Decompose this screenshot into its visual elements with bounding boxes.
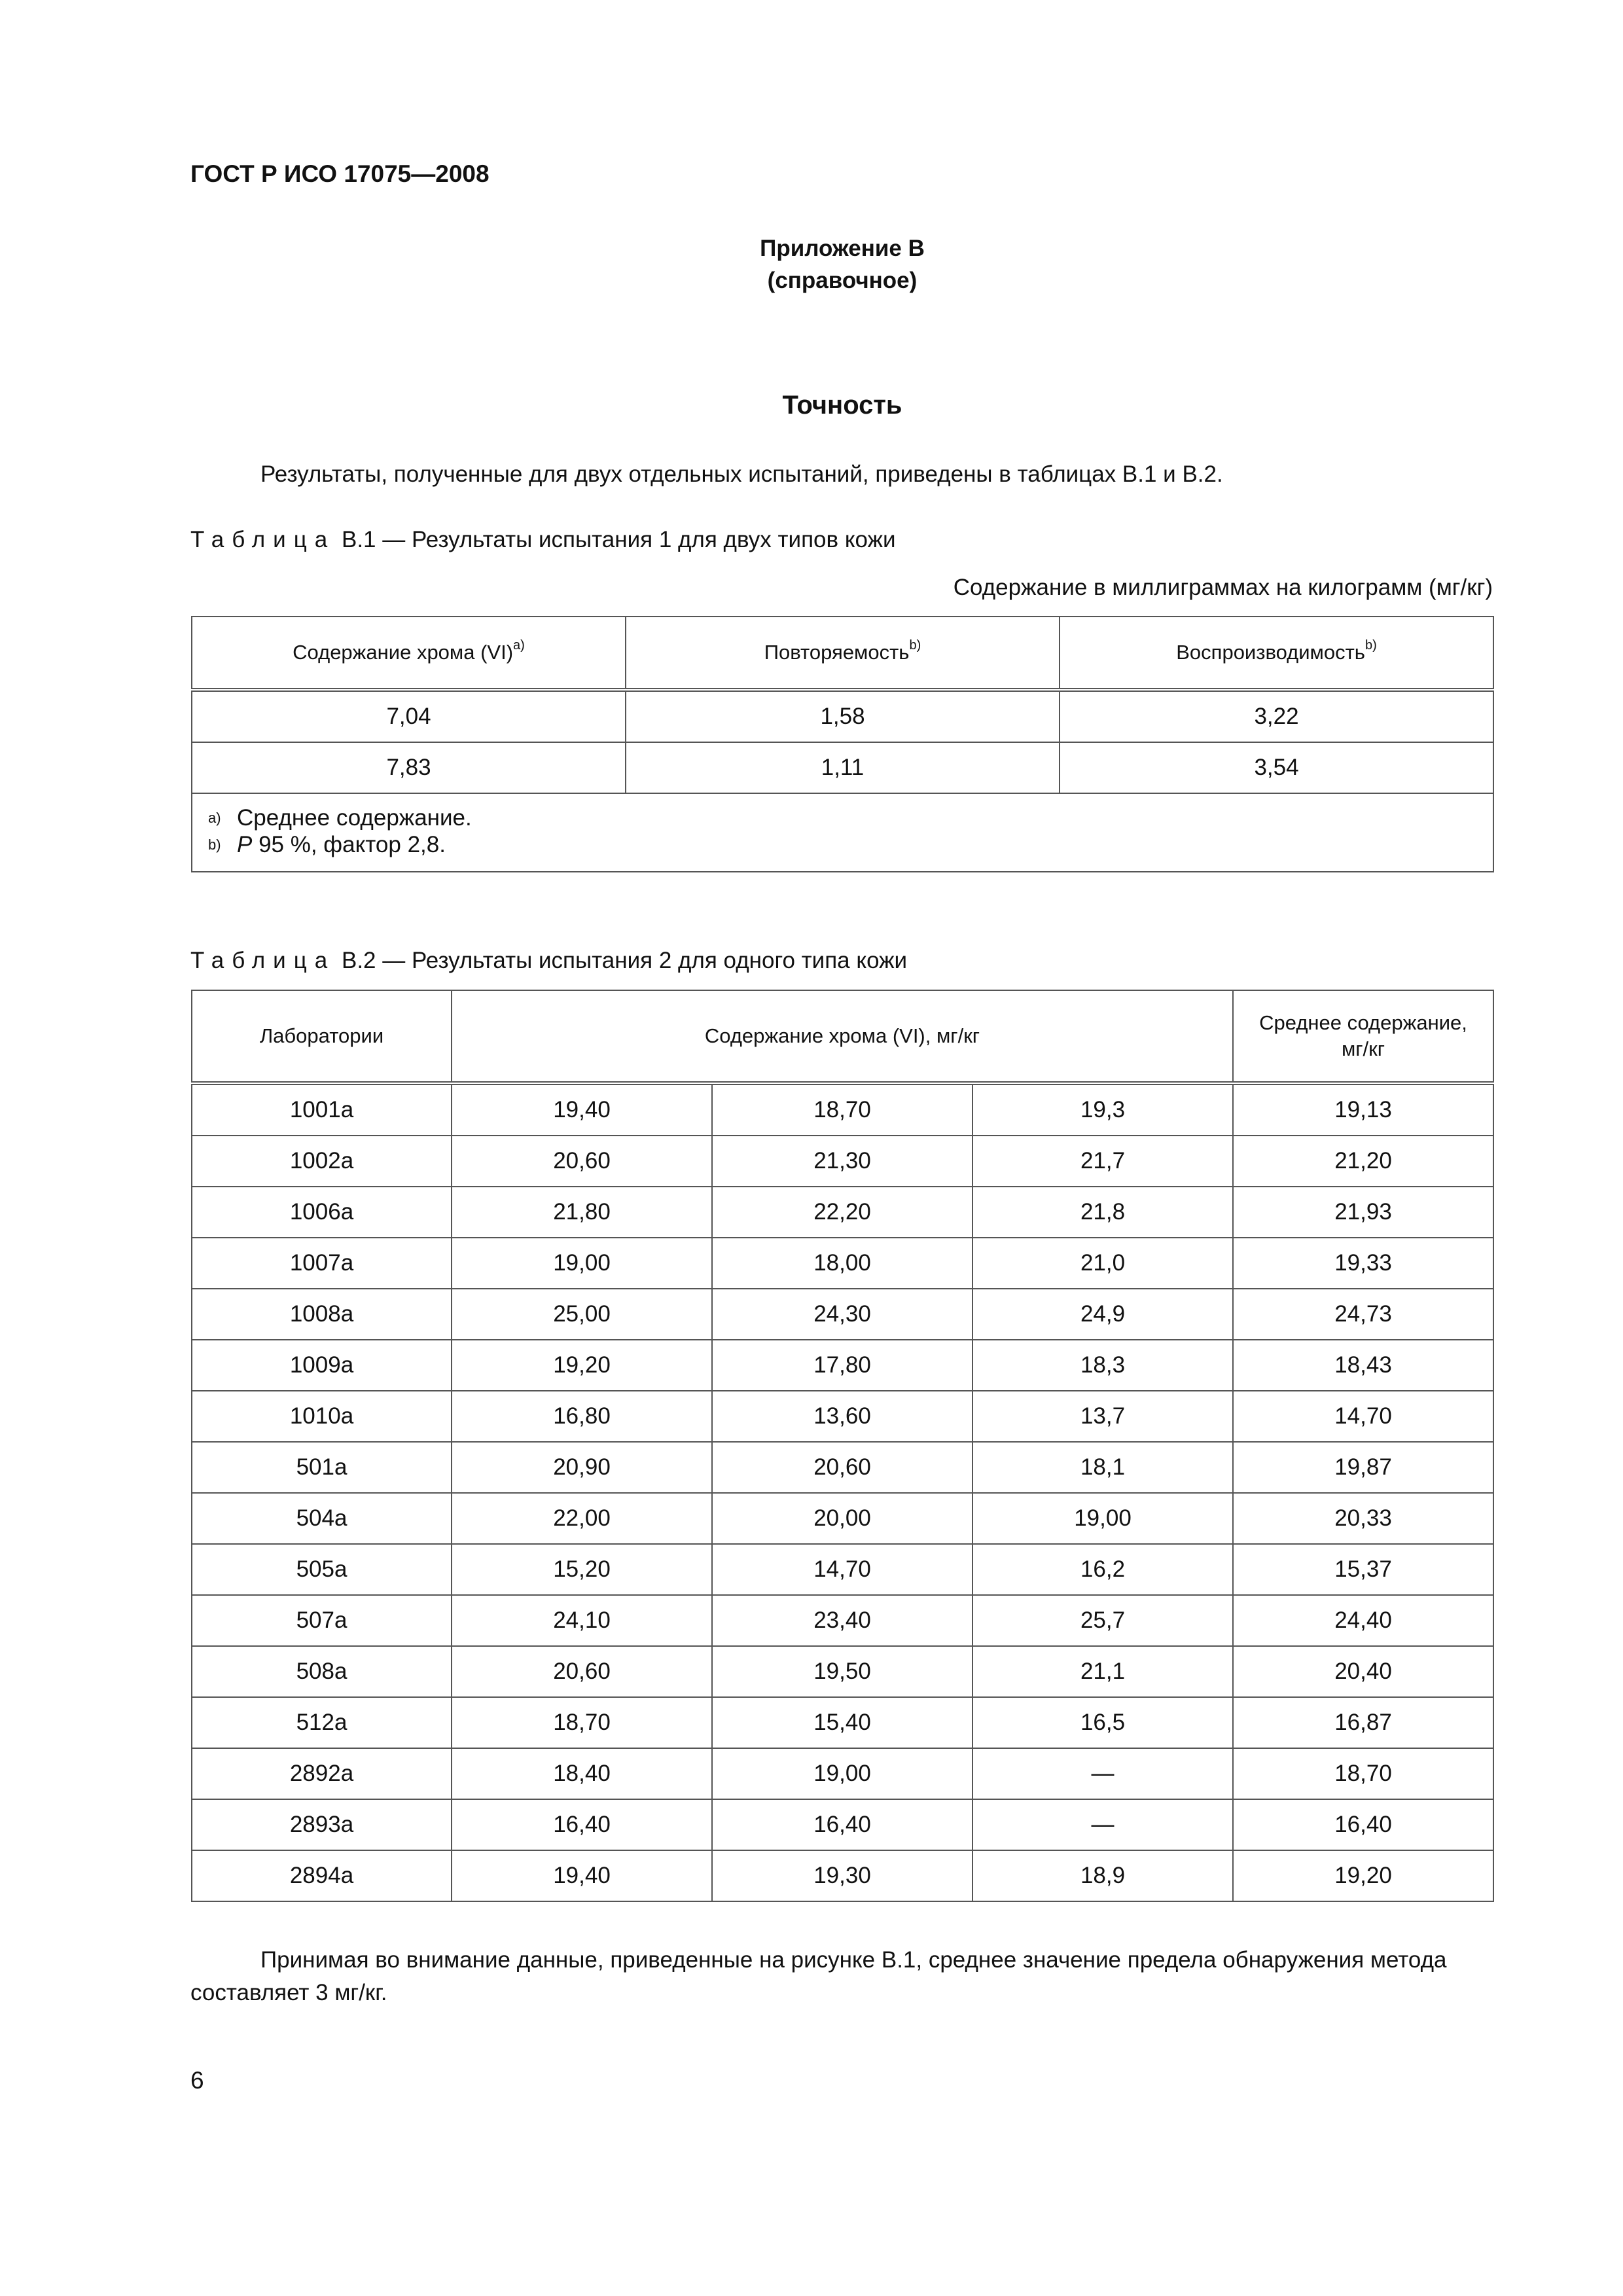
table-cell: 19,3: [972, 1083, 1233, 1136]
table-cell: 22,20: [712, 1187, 972, 1238]
table-b1-caption-word: Таблица: [190, 527, 336, 552]
table-b1-header-row: [192, 617, 1493, 690]
table-row: [192, 690, 1493, 742]
table-cell: 18,70: [452, 1697, 712, 1748]
table-cell: 15,40: [712, 1697, 972, 1748]
table-row: [192, 742, 1493, 793]
table-cell: 7,04: [192, 690, 626, 742]
conclusion-paragraph: Принимая во внимание данные, приведенные на рисунке В.1, среднее значение предела обнаружения метода составляет 3 мг/кг.: [190, 1947, 1447, 2005]
table-cell: 18,3: [972, 1340, 1233, 1391]
table-cell: 15,20: [452, 1544, 712, 1595]
table-row: [192, 1748, 1493, 1799]
table-cell: 19,40: [452, 1850, 712, 1901]
table-cell: 21,0: [972, 1238, 1233, 1289]
table-cell: 23,40: [712, 1595, 972, 1646]
table-cell: 24,10: [452, 1595, 712, 1646]
lab-id-cell: 501a: [192, 1442, 452, 1493]
table-row: [192, 1340, 1493, 1391]
table-b1-units: Содержание в миллиграммах на килограмм (мг/кг): [953, 575, 1493, 600]
table-row: [192, 1238, 1493, 1289]
header-chrome-content: Содержание хрома (VI), мг/кг: [452, 990, 1233, 1083]
table-cell: 16,40: [712, 1799, 972, 1850]
lab-id-cell: 512a: [192, 1697, 452, 1748]
table-b1-header-cell: Повторяемость$^{b)}$: [626, 617, 1060, 690]
table-row: [192, 1083, 1493, 1136]
appendix-title-line1: Приложение В: [760, 236, 925, 261]
lab-id-cell: 2893a: [192, 1799, 452, 1850]
table-cell: 25,00: [452, 1289, 712, 1340]
table-cell: 19,40: [452, 1083, 712, 1136]
table-cell: 24,40: [1233, 1595, 1493, 1646]
table-b2-caption: [190, 948, 907, 974]
table-b1-footnotes: [192, 793, 1493, 872]
table-cell: 21,93: [1233, 1187, 1493, 1238]
lab-id-cell: 2892a: [192, 1748, 452, 1799]
table-cell: 20,90: [452, 1442, 712, 1493]
footnote: b) P 95 %, фактор 2,8.: [208, 832, 446, 857]
table-cell: 19,00: [712, 1748, 972, 1799]
table-cell: 24,9: [972, 1289, 1233, 1340]
table-row: [192, 1544, 1493, 1595]
table-b1-header-cell: Содержание хрома (VI)$^{a)}$: [192, 617, 626, 690]
lab-id-cell: 1001a: [192, 1083, 452, 1136]
table-cell: 16,40: [1233, 1799, 1493, 1850]
table-cell: 19,33: [1233, 1238, 1493, 1289]
table-cell: 22,00: [452, 1493, 712, 1544]
table-cell: 16,80: [452, 1391, 712, 1442]
table-cell: 21,7: [972, 1136, 1233, 1187]
table-cell: 21,30: [712, 1136, 972, 1187]
table-cell: 21,1: [972, 1646, 1233, 1697]
table-b1-caption: [190, 527, 896, 553]
table-cell: 20,60: [452, 1646, 712, 1697]
table-cell: 20,60: [452, 1136, 712, 1187]
table-cell: 3,54: [1060, 742, 1493, 793]
table-b1-notes-row: [192, 793, 1493, 872]
table-row: [192, 1595, 1493, 1646]
table-cell: 19,00: [972, 1493, 1233, 1544]
table-cell: 18,70: [712, 1083, 972, 1136]
table-cell: 19,30: [712, 1850, 972, 1901]
lab-id-cell: 508a: [192, 1646, 452, 1697]
footnote: a) Среднее содержание.: [208, 805, 472, 831]
table-b2-body: [192, 1083, 1493, 1901]
lab-id-cell: 1009a: [192, 1340, 452, 1391]
table-cell: 15,37: [1233, 1544, 1493, 1595]
table-cell: 16,40: [452, 1799, 712, 1850]
table-cell: 20,00: [712, 1493, 972, 1544]
table-cell: 19,00: [452, 1238, 712, 1289]
lab-id-cell: 2894a: [192, 1850, 452, 1901]
table-row: [192, 1136, 1493, 1187]
header-mean-content: Среднее содержание, мг/кг: [1233, 990, 1493, 1083]
table-cell: 18,9: [972, 1850, 1233, 1901]
table-row: [192, 1391, 1493, 1442]
table-row: [192, 1697, 1493, 1748]
table-cell: 14,70: [712, 1544, 972, 1595]
table-row: [192, 1289, 1493, 1340]
table-cell: 17,80: [712, 1340, 972, 1391]
table-b2-caption-word: Таблица: [190, 948, 336, 973]
table-cell: 19,20: [452, 1340, 712, 1391]
lab-id-cell: 1010a: [192, 1391, 452, 1442]
table-cell: 24,73: [1233, 1289, 1493, 1340]
table-b2: [191, 990, 1494, 1902]
table-cell: 7,83: [192, 742, 626, 793]
header-laboratories: Лаборатории: [192, 990, 452, 1083]
document-header: ГОСТ Р ИСО 17075—2008: [190, 160, 490, 187]
table-cell: 19,87: [1233, 1442, 1493, 1493]
table-b2-caption-text: В.2 — Результаты испытания 2 для одного типа кожи: [341, 948, 908, 973]
table-cell: 18,70: [1233, 1748, 1493, 1799]
page-number: 6: [190, 2067, 204, 2094]
lab-id-cell: 505a: [192, 1544, 452, 1595]
table-cell: 18,40: [452, 1748, 712, 1799]
table-cell: 13,60: [712, 1391, 972, 1442]
lab-id-cell: 1008a: [192, 1289, 452, 1340]
table-cell: 20,40: [1233, 1646, 1493, 1697]
table-row: [192, 1799, 1493, 1850]
table-cell: 18,43: [1233, 1340, 1493, 1391]
lab-id-cell: 1002a: [192, 1136, 452, 1187]
table-cell: 1,58: [626, 690, 1060, 742]
table-b1-header-cell: Воспроизводимость$^{b)}$: [1060, 617, 1493, 690]
appendix-title: [0, 232, 1623, 296]
appendix-title-line2: (справочное): [767, 268, 918, 293]
table-cell: 21,20: [1233, 1136, 1493, 1187]
intro-paragraph: Результаты, полученные для двух отдельных испытаний, приведены в таблицах В.1 и В.2.: [260, 461, 1223, 487]
table-cell: 20,60: [712, 1442, 972, 1493]
table-cell: 21,8: [972, 1187, 1233, 1238]
table-row: [192, 1493, 1493, 1544]
table-cell: 16,5: [972, 1697, 1233, 1748]
table-cell: 24,30: [712, 1289, 972, 1340]
table-row: [192, 1646, 1493, 1697]
table-cell: 21,80: [452, 1187, 712, 1238]
table-row: [192, 1187, 1493, 1238]
table-row: [192, 1850, 1493, 1901]
table-cell: —: [972, 1748, 1233, 1799]
table-cell: 14,70: [1233, 1391, 1493, 1442]
table-cell: 16,2: [972, 1544, 1233, 1595]
lab-id-cell: 507a: [192, 1595, 452, 1646]
table-cell: 3,22: [1060, 690, 1493, 742]
table-cell: 20,33: [1233, 1493, 1493, 1544]
table-cell: 19,13: [1233, 1083, 1493, 1136]
lab-id-cell: 1006a: [192, 1187, 452, 1238]
table-cell: 19,20: [1233, 1850, 1493, 1901]
table-cell: —: [972, 1799, 1233, 1850]
table-cell: 16,87: [1233, 1697, 1493, 1748]
table-cell: 18,1: [972, 1442, 1233, 1493]
table-cell: 1,11: [626, 742, 1060, 793]
table-cell: 19,50: [712, 1646, 972, 1697]
table-b1: [191, 616, 1494, 872]
table-cell: 25,7: [972, 1595, 1233, 1646]
section-title: Точность: [782, 391, 902, 420]
table-cell: 18,00: [712, 1238, 972, 1289]
table-row: [192, 1442, 1493, 1493]
table-cell: 13,7: [972, 1391, 1233, 1442]
table-b2-header-row: [192, 990, 1493, 1083]
lab-id-cell: 504a: [192, 1493, 452, 1544]
lab-id-cell: 1007a: [192, 1238, 452, 1289]
table-b1-caption-text: В.1 — Результаты испытания 1 для двух типов кожи: [341, 527, 896, 552]
